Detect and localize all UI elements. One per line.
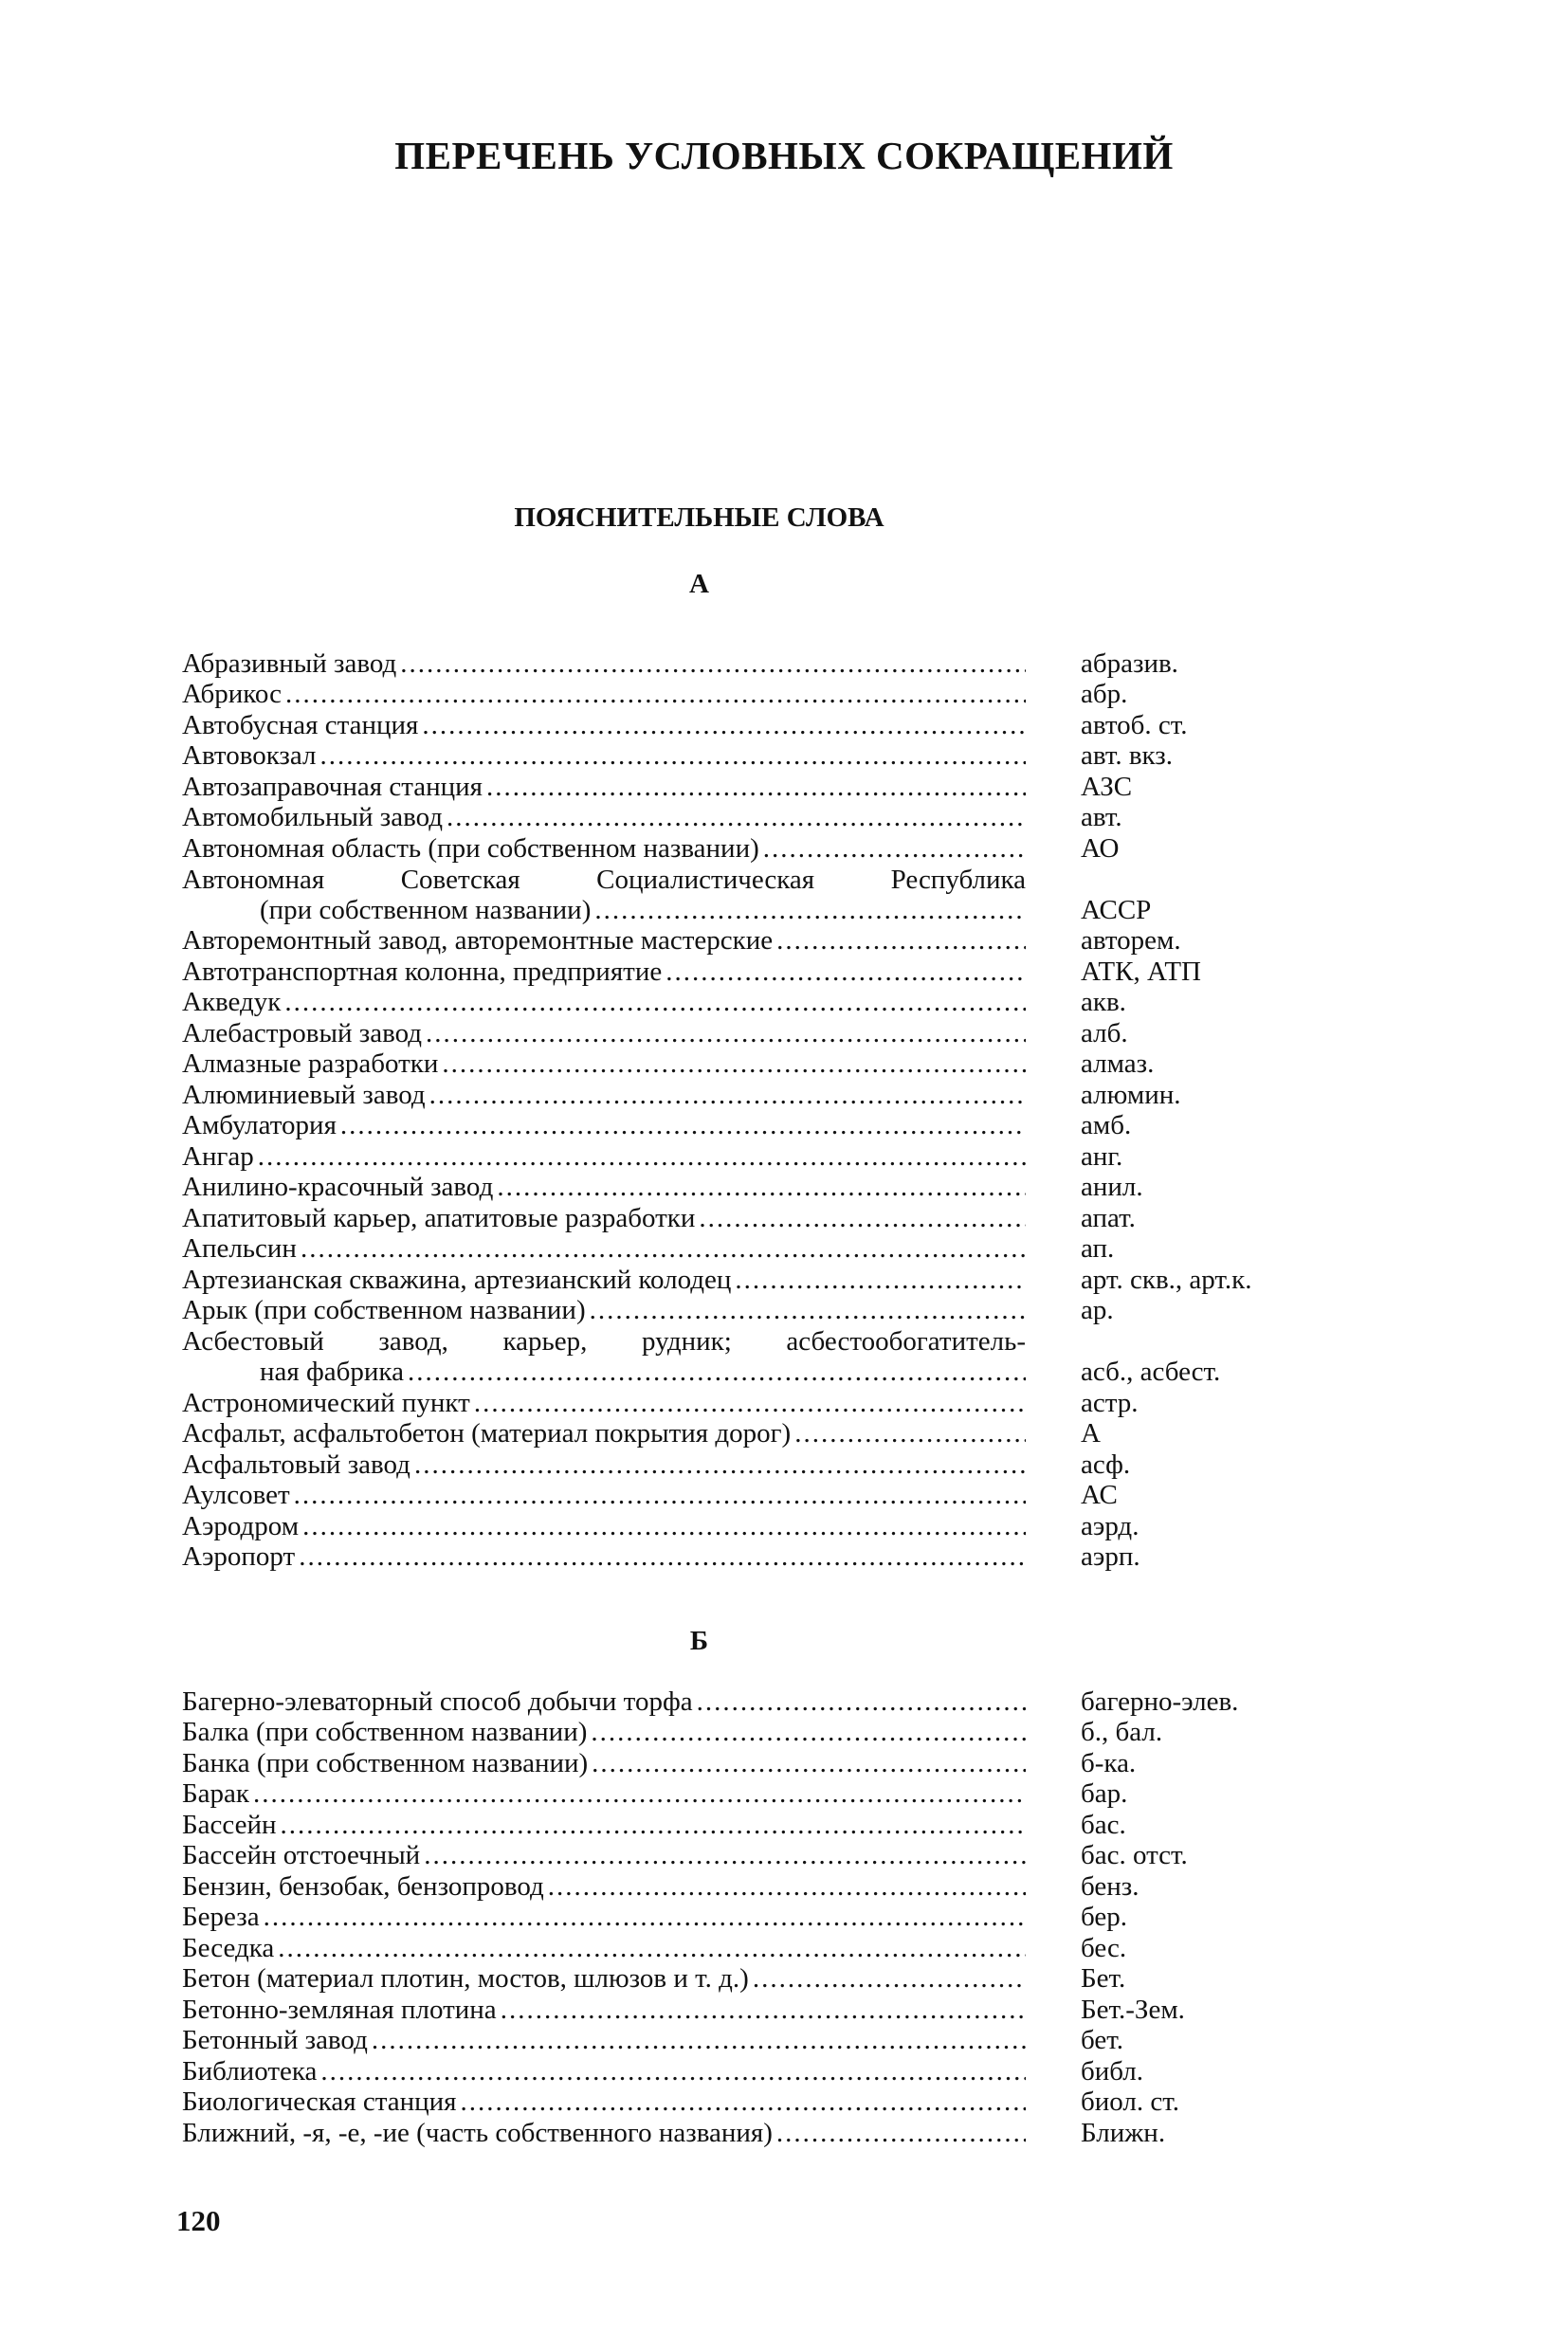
abbreviation: б-ка.	[1081, 1747, 1137, 1778]
leader-dots	[294, 1480, 1026, 1510]
list-item	[0, 1264, 1568, 1295]
term	[182, 1995, 1026, 2025]
list-item	[0, 740, 1568, 772]
list-item	[0, 1233, 1568, 1265]
term	[182, 1265, 1026, 1295]
leader-dots	[340, 1110, 1026, 1140]
term-text: Автомобильный завод	[182, 802, 443, 832]
term	[182, 925, 1026, 956]
leader-dots	[281, 1810, 1026, 1840]
leader-dots	[501, 1995, 1026, 2025]
leader-dots	[474, 1388, 1026, 1418]
section-title: ПОЯСНИТЕЛЬНЫЕ СЛОВА	[514, 502, 884, 533]
term-text: Автономная область (при собственном названии)	[182, 832, 759, 864]
list-item	[0, 2117, 1568, 2148]
list-item	[0, 1079, 1568, 1110]
leader-dots	[735, 1265, 1026, 1295]
abbreviation: бар.	[1081, 1778, 1128, 1809]
leader-dots	[414, 1449, 1026, 1480]
term-continuation-text: ная фабрика	[260, 1357, 404, 1387]
term	[182, 1748, 1026, 1778]
term	[182, 1541, 1026, 1572]
term-text: Ангар	[182, 1140, 254, 1172]
leader-dots	[497, 1172, 1026, 1202]
leader-dots	[408, 1357, 1026, 1387]
term	[182, 1018, 1026, 1048]
list-item	[0, 679, 1568, 710]
term-text: Бетонно-земляная плотина	[182, 1994, 497, 2025]
list-item	[0, 1387, 1568, 1418]
term-text: Алебастровый завод	[182, 1017, 422, 1048]
abbreviation: алб.	[1081, 1017, 1128, 1048]
term	[182, 2087, 1026, 2117]
term-text: Аулсовет	[182, 1480, 290, 1510]
abbreviation: АТК, АТП	[1081, 956, 1202, 987]
list-item	[0, 1778, 1568, 1810]
term-text: Бассейн	[182, 1809, 277, 1840]
term-text: Беседка	[182, 1932, 275, 1963]
leader-dots	[372, 2025, 1026, 2055]
term-text: Асфальтовый завод	[182, 1449, 410, 1480]
leader-dots	[429, 1080, 1026, 1110]
leader-dots	[422, 710, 1026, 740]
abbreviation: амб.	[1081, 1110, 1132, 1140]
abbreviation: аэрп.	[1081, 1541, 1140, 1572]
list-item	[0, 1809, 1568, 1840]
abbreviation: АО	[1081, 832, 1120, 864]
leader-dots	[763, 833, 1026, 864]
term	[182, 1418, 1026, 1449]
list-item	[0, 1325, 1568, 1387]
abbreviation: асб., асбест.	[1081, 1357, 1221, 1387]
list-item	[0, 647, 1568, 679]
list-item	[0, 2087, 1568, 2118]
list-item	[0, 987, 1568, 1018]
term-text: Бассейн отстоечный	[182, 1840, 421, 1870]
term-text: Библиотека	[182, 2055, 318, 2087]
abbreviation: бес.	[1081, 1932, 1127, 1963]
term-text: Бетонный завод	[182, 2025, 368, 2055]
term	[182, 1902, 1026, 1932]
entries-list-a	[0, 647, 1568, 1572]
term-continuation	[182, 1357, 1026, 1387]
term	[182, 833, 1026, 864]
term	[182, 1511, 1026, 1541]
abbreviation: абразив.	[1081, 647, 1178, 679]
leader-dots	[301, 1233, 1026, 1264]
term-text: Апатитовый карьер, апатитовые разработки	[182, 1202, 696, 1233]
list-item	[0, 1840, 1568, 1871]
term-text: Арык (при собственном названии)	[182, 1295, 586, 1325]
leader-dots	[284, 987, 1026, 1017]
abbreviation: Бет.-Зем.	[1081, 1994, 1185, 2025]
term-text: Автотранспортная колонна, предприятие	[182, 956, 663, 987]
leader-dots	[302, 1511, 1026, 1541]
list-item	[0, 1902, 1568, 1933]
term	[182, 1933, 1026, 1963]
term-text: Абразивный завод	[182, 647, 397, 679]
leader-dots	[424, 1840, 1026, 1870]
term	[182, 1110, 1026, 1140]
abbreviation: алмаз.	[1081, 1048, 1155, 1079]
abbreviation: багерно-элев.	[1081, 1686, 1239, 1717]
abbreviation: бас.	[1081, 1809, 1126, 1840]
term	[182, 1778, 1026, 1809]
abbreviation: апат.	[1081, 1202, 1136, 1233]
term	[182, 1326, 1026, 1387]
list-item	[0, 1510, 1568, 1541]
term	[182, 1295, 1026, 1325]
term	[182, 2056, 1026, 2087]
term-text: Биологическая станция	[182, 2087, 457, 2117]
abbreviation: АС	[1081, 1480, 1118, 1510]
abbreviation: библ.	[1081, 2055, 1144, 2087]
list-item	[0, 2025, 1568, 2056]
abbreviation: абр.	[1081, 679, 1128, 709]
term-text: Асфальт, асфальтобетон (материал покрытия дорог)	[182, 1418, 792, 1449]
leader-dots	[320, 2056, 1026, 2087]
list-item	[0, 1172, 1568, 1203]
list-item	[0, 2055, 1568, 2087]
term-continuation	[182, 895, 1026, 925]
term	[182, 1871, 1026, 1902]
term-text: Артезианская скважина, артезианский колодец	[182, 1264, 732, 1295]
list-item	[0, 1202, 1568, 1233]
term	[182, 648, 1026, 679]
leader-dots	[253, 1778, 1026, 1809]
list-item	[0, 1717, 1568, 1748]
list-item	[0, 1541, 1568, 1573]
abbreviation: авторем.	[1081, 925, 1181, 956]
leader-dots	[794, 1418, 1026, 1449]
term-text: Аэропорт	[182, 1541, 296, 1572]
abbreviation: авт.	[1081, 802, 1122, 832]
term	[182, 679, 1026, 709]
term	[182, 987, 1026, 1017]
leader-dots	[258, 1141, 1026, 1172]
leader-dots	[699, 1203, 1026, 1233]
term	[182, 1048, 1026, 1079]
list-item	[0, 925, 1568, 957]
term-text: Автономная Советская Социалистическая Республика	[182, 864, 1026, 895]
list-item	[0, 1870, 1568, 1902]
term	[182, 865, 1026, 925]
term	[182, 1080, 1026, 1110]
term-text: Авторемонтный завод, авторемонтные мастерские	[182, 925, 774, 956]
leader-dots	[591, 1717, 1026, 1747]
leader-dots	[299, 1541, 1026, 1572]
list-item	[0, 1994, 1568, 2025]
letter-heading-a: А	[689, 569, 709, 599]
term-text: Автовокзал	[182, 740, 317, 771]
leader-dots	[426, 1018, 1026, 1048]
term-text: Автобусная станция	[182, 709, 419, 740]
abbreviation: асф.	[1081, 1449, 1131, 1480]
term	[182, 957, 1026, 987]
abbreviation: АССР	[1081, 894, 1152, 925]
term	[182, 1172, 1026, 1202]
abbreviation: анг.	[1081, 1140, 1123, 1172]
term	[182, 1480, 1026, 1510]
term-text: Алмазные разработки	[182, 1048, 439, 1079]
abbreviation: ап.	[1081, 1233, 1115, 1264]
term-text: Абрикос	[182, 679, 282, 709]
term-text: Асбестовый завод, карьер, рудник; асбестообогатитель-	[182, 1326, 1026, 1357]
abbreviation: Ближн.	[1081, 2117, 1166, 2148]
list-item	[0, 1295, 1568, 1326]
list-item	[0, 1932, 1568, 1963]
term-text: Анилино-красочный завод	[182, 1172, 494, 1202]
leader-dots	[319, 740, 1026, 771]
term	[182, 772, 1026, 802]
abbreviation: акв.	[1081, 987, 1126, 1017]
entries-list-b	[0, 1686, 1568, 2148]
term-text: Апельсин	[182, 1233, 297, 1264]
term-text: Акведук	[182, 987, 282, 1017]
term	[182, 802, 1026, 832]
term	[182, 2118, 1026, 2148]
list-item	[0, 1686, 1568, 1717]
term-text: Бензин, бензобак, бензопровод	[182, 1870, 544, 1902]
leader-dots	[594, 895, 1026, 925]
abbreviation: аэрд.	[1081, 1510, 1140, 1541]
term-text: Ближний, -я, -е, -ие (часть собственного названия)	[182, 2117, 773, 2148]
term	[182, 1963, 1026, 1994]
abbreviation: А	[1081, 1418, 1101, 1449]
leader-dots	[461, 2087, 1026, 2117]
term	[182, 1141, 1026, 1172]
list-item	[0, 1140, 1568, 1172]
term	[182, 1233, 1026, 1264]
list-item	[0, 1747, 1568, 1778]
leader-dots	[278, 1933, 1026, 1963]
term-text: Банка (при собственном названии)	[182, 1747, 589, 1778]
abbreviation: б., бал.	[1081, 1717, 1163, 1747]
list-item	[0, 956, 1568, 987]
leader-dots	[264, 1902, 1026, 1932]
abbreviation: арт. скв., арт.к.	[1081, 1264, 1252, 1295]
abbreviation: авт. вкз.	[1081, 740, 1173, 771]
list-item	[0, 1449, 1568, 1480]
term-text: Барак	[182, 1778, 249, 1809]
list-item	[0, 1048, 1568, 1080]
abbreviation: ар.	[1081, 1295, 1114, 1325]
leader-dots	[447, 802, 1026, 832]
abbreviation: автоб. ст.	[1081, 709, 1188, 740]
leader-dots	[665, 957, 1026, 987]
page-title: ПЕРЕЧЕНЬ УСЛОВНЫХ СОКРАЩЕНИЙ	[394, 134, 1174, 177]
list-item	[0, 1017, 1568, 1048]
term	[182, 1449, 1026, 1480]
abbreviation: бет.	[1081, 2025, 1123, 2055]
leader-dots	[285, 679, 1026, 709]
term-continuation-text: (при собственном названии)	[260, 894, 592, 925]
abbreviation: АЗС	[1081, 771, 1133, 802]
leader-dots	[753, 1963, 1026, 1994]
list-item	[0, 1418, 1568, 1449]
term-text: Амбулатория	[182, 1110, 337, 1140]
term-text: Береза	[182, 1902, 260, 1932]
list-item	[0, 864, 1568, 925]
leader-dots	[697, 1686, 1026, 1717]
list-item	[0, 1480, 1568, 1511]
leader-dots	[548, 1871, 1026, 1902]
term-text: Балка (при собственном названии)	[182, 1717, 588, 1747]
leader-dots	[776, 925, 1026, 956]
list-item	[0, 1110, 1568, 1141]
list-item	[0, 709, 1568, 740]
term	[182, 1810, 1026, 1840]
abbreviation: биол. ст.	[1081, 2087, 1179, 2117]
term-text: Бетон (материал плотин, мостов, шлюзов и т. д.)	[182, 1963, 749, 1994]
leader-dots	[590, 1295, 1026, 1325]
abbreviation: Бет.	[1081, 1963, 1126, 1994]
term	[182, 710, 1026, 740]
leader-dots	[400, 648, 1026, 679]
leader-dots	[592, 1748, 1026, 1778]
list-item	[0, 802, 1568, 833]
leader-dots	[486, 772, 1026, 802]
leader-dots	[776, 2118, 1026, 2148]
abbreviation: анил.	[1081, 1172, 1143, 1202]
term-text: Аэродром	[182, 1510, 300, 1541]
term	[182, 1840, 1026, 1870]
term	[182, 1203, 1026, 1233]
term	[182, 1717, 1026, 1747]
list-item	[0, 1963, 1568, 1995]
letter-heading-b: Б	[689, 1626, 709, 1656]
term	[182, 740, 1026, 771]
list-item	[0, 832, 1568, 864]
abbreviation: бас. отст.	[1081, 1840, 1188, 1870]
term-text: Астрономический пункт	[182, 1387, 470, 1418]
page-number: 120	[176, 2204, 221, 2237]
list-item	[0, 771, 1568, 802]
term-text: Багерно-элеваторный способ добычи торфа	[182, 1686, 693, 1717]
abbreviation: бер.	[1081, 1902, 1127, 1932]
leader-dots	[442, 1048, 1026, 1079]
term-text: Автозаправочная станция	[182, 771, 483, 802]
term	[182, 2025, 1026, 2055]
term	[182, 1686, 1026, 1717]
abbreviation: бенз.	[1081, 1870, 1140, 1902]
term	[182, 1388, 1026, 1418]
abbreviation: алюмин.	[1081, 1079, 1181, 1110]
term-text: Алюминиевый завод	[182, 1079, 426, 1110]
abbreviation: астр.	[1081, 1387, 1139, 1418]
